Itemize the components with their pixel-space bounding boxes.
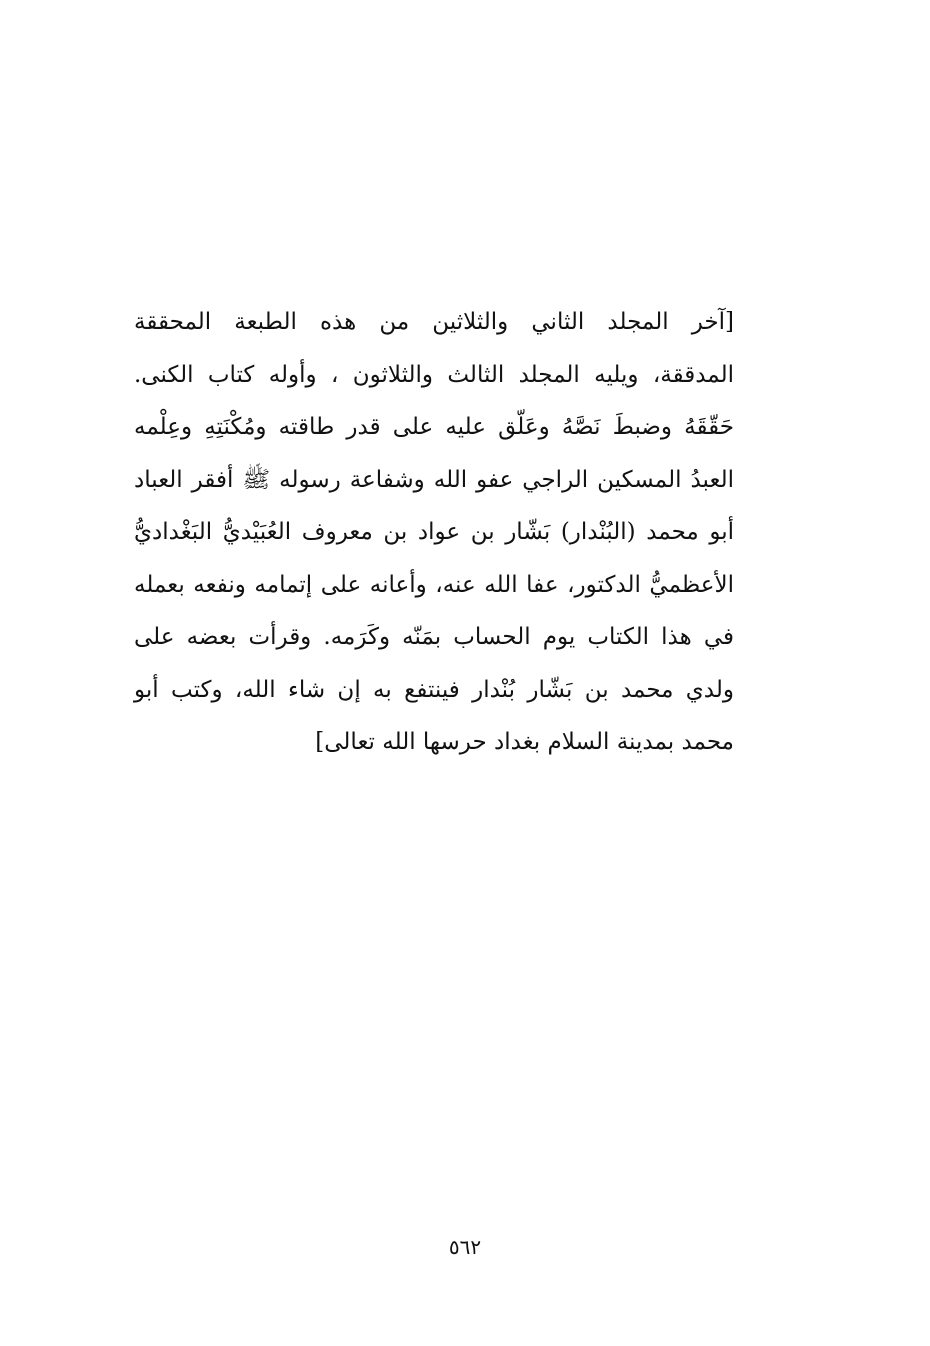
colophon-line: أبو محمد (البُنْدار) بَشّار بن عواد بن معروف العُبَيْديُّ البَغْداديُّ bbox=[134, 519, 734, 545]
colophon-line: [آخر المجلد الثاني والثلاثين من هذه الطبعة المحققة bbox=[134, 309, 734, 335]
colophon-paragraph bbox=[134, 296, 734, 769]
colophon-line: محمد بمدينة السلام بغداد حرسها الله تعالى] bbox=[315, 729, 734, 755]
colophon-line: العبدُ المسكين الراجي عفو الله وشفاعة رسوله ﷺ أفقر العباد bbox=[134, 466, 734, 493]
colophon-line: الأعظميُّ الدكتور، عفا الله عنه، وأعانه على إتمامه ونفعه بعمله bbox=[134, 571, 734, 598]
colophon-line: في هذا الكتاب يوم الحساب بمَنّه وكَرَمه. وقرأت بعضه على bbox=[134, 624, 734, 650]
colophon-line: ولدي محمد بن بَشّار بُنْدار فينتفع به إن شاء الله، وكتب أبو bbox=[134, 676, 734, 703]
colophon-line: المدققة، ويليه المجلد الثالث والثلاثون ، وأوله كتاب الكنى. bbox=[134, 361, 734, 388]
page-number: ٥٦٢ bbox=[448, 1235, 482, 1259]
colophon-line: حَقّقَهُ وضبطَ نَصَّهُ وعَلّق عليه على قدر طاقته ومُكْنَتِهِ وعِلْمه bbox=[134, 414, 734, 440]
